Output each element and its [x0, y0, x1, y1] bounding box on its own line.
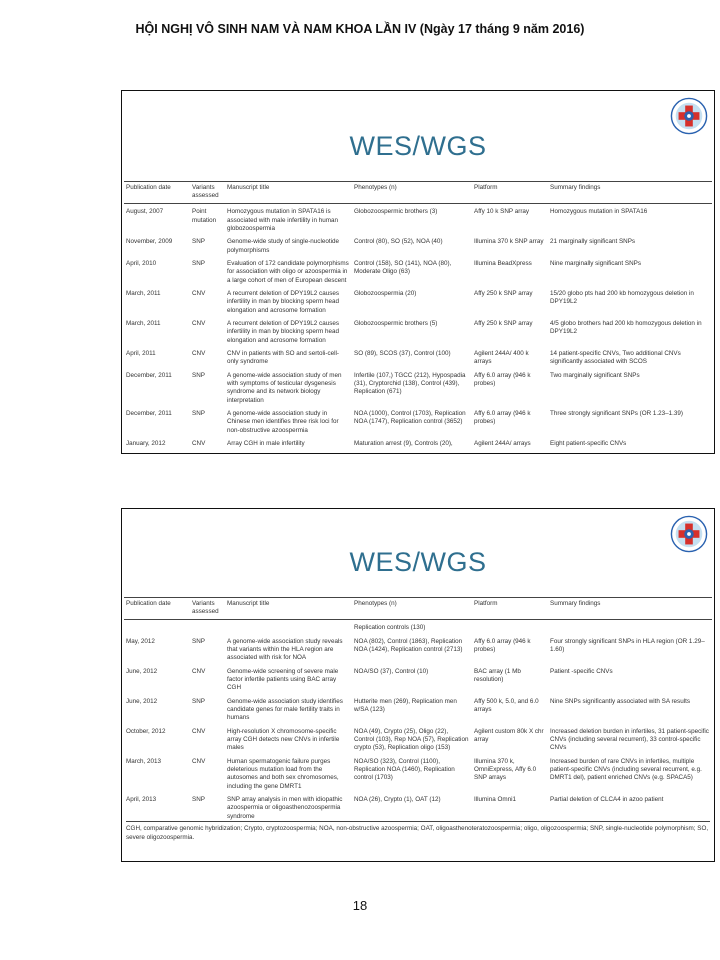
cell-date: October, 2012 [126, 728, 166, 736]
cell-title: High-resolution X chromosome-specific array CGH detects new CNVs in infertile males [227, 728, 340, 752]
cell-phenotypes: Globozoospermic brothers (3) [354, 208, 438, 216]
studies-table [124, 181, 712, 450]
cell-phenotypes: NOA (1000), Control (1703), Replication NOA (1747), Replication control (3652) [354, 410, 466, 426]
cell-variant: CNV [192, 290, 206, 298]
cell-variant: CNV [192, 320, 206, 328]
cell-date: April, 2013 [126, 796, 157, 804]
cell-date [124, 620, 190, 634]
cell-phenotypes: NOA (802), Control (1863), Replication NOA (1424), Replication control (2713) [354, 638, 463, 654]
cell-date: March, 2011 [126, 290, 161, 298]
cell-summary: 4/5 globo brothers had 200 kb homozygous deletion in DPY19L2 [550, 320, 702, 336]
cell-variant: SNP [192, 698, 205, 706]
cell-summary: Increased deletion burden in infertiles, 31 patient-specific CNVs (including several recurrent), 33 control-specific CNVs [550, 728, 709, 752]
table-row [124, 406, 712, 436]
cell-phenotypes: Maturation arrest (9), Controls (20), [354, 440, 453, 448]
cell-summary: Partial deletion of CLCA4 in azoo patient [550, 796, 664, 804]
cell-phenotypes: Control (158), SO (141), NOA (80), Moderate Oligo (63) [354, 260, 452, 276]
page-header: HỘI NGHỊ VÔ SINH NAM VÀ NAM KHOA LẦN IV (Ngày 17 tháng 9 năm 2016) [135, 22, 585, 36]
cell-platform: Illumina 370 k SNP array [474, 238, 544, 246]
slide-2 [121, 508, 715, 862]
cell-date: March, 2011 [126, 320, 161, 328]
cell-summary: Nine marginally significant SNPs [550, 260, 641, 268]
cell-date: June, 2012 [126, 698, 158, 706]
table-row [124, 316, 712, 346]
cell-summary: Nine SNPs significantly associated with SA results [550, 698, 690, 706]
cell-variant: SNP [192, 638, 205, 646]
table-row [124, 346, 712, 368]
studies-table [124, 597, 712, 822]
cell-phenotypes: NOA (26), Crypto (1), OAT (12) [354, 796, 441, 804]
cell-platform: BAC array (1 Mb resolution) [474, 668, 521, 684]
cell-phenotypes: Globozoospermic brothers (5) [354, 320, 438, 328]
col-header-date: Publication date [124, 598, 190, 620]
cell-title: SNP array analysis in men with idiopathic azoospermia or oligoasthenozoospermia syndrome [227, 796, 343, 820]
cell-summary: 15/20 globo pts had 200 kb homozygous deletion in DPY19L2 [550, 290, 694, 306]
cell-title [225, 620, 352, 634]
cell-summary: 21 marginally significant SNPs [550, 238, 636, 246]
cell-platform: Affy 10 k SNP array [474, 208, 530, 216]
cell-title: A genome-wide association study reveals that variants within the HLA region are associated with risk for NOA [227, 638, 343, 662]
table-row [124, 436, 712, 450]
col-header-variants: Variants assessed [190, 598, 225, 620]
cell-variant: SNP [192, 238, 205, 246]
cell-platform: Illumina BeadXpress [474, 260, 532, 268]
table-header-row [124, 598, 712, 620]
cell-platform: Illumina 370 k, OmniExpress, Affy 6.0 SNP arrays [474, 758, 537, 782]
table-row [124, 286, 712, 316]
cell-variant: CNV [192, 668, 206, 676]
cell-title: Human spermatogenic failure purges deleterious mutation load from the autosomes and both sex chromosomes, including the gene DMRT1 [227, 758, 339, 790]
cell-summary: Three strongly significant SNPs (OR 1.23–1.39) [550, 410, 683, 418]
table-footnote: CGH, comparative genomic hybridization; Crypto, cryptozoospermia; NOA, non-obstructive azoospermia; OAT, oligoasthenoteratozoospermia; oligo, oligozoospermia; SNP, single-nucleotide polymorphism; SO, severe oligozoospermia. [126, 821, 710, 843]
table-row [124, 694, 712, 724]
slide-1 [121, 90, 715, 454]
table-row [124, 620, 712, 634]
cell-variant: CNV [192, 758, 206, 766]
cell-title: A genome-wide association study of men with symptoms of testicular dysgenesis syndrome and its network biology interpretation [227, 372, 342, 404]
col-header-title: Manuscript title [225, 598, 352, 620]
table-row [124, 634, 712, 664]
table-header-row [124, 182, 712, 204]
table-row [124, 256, 712, 286]
cell-platform: Affy 250 k SNP array [474, 320, 533, 328]
cell-summary: Two marginally significant SNPs [550, 372, 640, 380]
cell-date: December, 2011 [126, 410, 172, 418]
cell-date: January, 2012 [126, 440, 166, 448]
col-header-date: Publication date [124, 182, 190, 204]
cell-platform: Agilent 244A/ 400 k arrays [474, 350, 529, 366]
cell-title: Evaluation of 172 candidate polymorphisms for association with oligo or azoospermia in a large cohort of men of European descent [227, 260, 349, 284]
col-header-phenotypes: Phenotypes (n) [352, 598, 472, 620]
cell-date: May, 2012 [126, 638, 155, 646]
cell-platform: Agilent 244A/ arrays [474, 440, 531, 448]
cell-date: November, 2009 [126, 238, 173, 246]
cell-variant: SNP [192, 372, 205, 380]
col-header-summary: Summary findings [548, 598, 712, 620]
cell-variant: SNP [192, 260, 205, 268]
cell-variant: SNP [192, 796, 205, 804]
table-row [124, 754, 712, 792]
cell-title: A genome-wide association study in Chinese men identifies three risk loci for non-obstructive azoospermia [227, 410, 339, 434]
cell-variant: CNV [192, 440, 206, 448]
col-header-platform: Platform [472, 598, 548, 620]
cell-phenotypes: Hutterite men (269), Replication men w/SA (123) [354, 698, 457, 714]
cell-title: CNV in patients with SO and sertoli-cell-only syndrome [227, 350, 339, 366]
slide-title: WES/WGS [349, 131, 487, 161]
society-logo-icon [670, 97, 708, 135]
table-row [124, 204, 712, 235]
cell-variant: CNV [192, 728, 206, 736]
cell-date: June, 2012 [126, 668, 158, 676]
cell-variant [190, 620, 225, 634]
cell-summary: Patient -specific CNVs [550, 668, 613, 676]
col-header-platform: Platform [472, 182, 548, 204]
cell-summary: Homozygous mutation in SPATA16 [550, 208, 648, 216]
col-header-summary: Summary findings [548, 182, 712, 204]
cell-title: Array CGH in male infertility [227, 440, 305, 448]
cell-title: Genome-wide screening of severe male factor infertile patients using BAC array CGH [227, 668, 339, 692]
cell-title: Genome-wide association study identifies candidate genes for male fertility traits in humans [227, 698, 343, 722]
slide-title: WES/WGS [349, 547, 487, 577]
cell-phenotypes: Replication controls (130) [354, 624, 426, 632]
table-row [124, 664, 712, 694]
cell-platform: Agilent custom 80k X chr array [474, 728, 544, 744]
cell-platform: Affy 500 k, 5.0, and 6.0 arrays [474, 698, 539, 714]
col-header-phenotypes: Phenotypes (n) [352, 182, 472, 204]
cell-title: A recurrent deletion of DPY19L2 causes infertility in man by blocking sperm head elongation and acrosome formation [227, 290, 340, 314]
cell-platform [472, 620, 548, 634]
cell-phenotypes: Infertile (107,) TGCC (212), Hypospadia (31), Cryptorchid (138), Control (439), Replication (671) [354, 372, 466, 396]
cell-platform: Affy 6.0 array (946 k probes) [474, 372, 531, 388]
cell-date: August, 2007 [126, 208, 164, 216]
cell-phenotypes: NOA/SO (323), Control (1100), Replication NOA (1460), Replication control (1703) [354, 758, 455, 782]
col-header-title: Manuscript title [225, 182, 352, 204]
cell-summary: Increased burden of rare CNVs in infertiles, multiple patient-specific CNVs (including several recurrent, e.g. DMRT1 del), patient enriched CNVs (e.g. SPACA5) [550, 758, 702, 782]
cell-title: Homozygous mutation in SPATA16 is associated with male infertility in human globozoospermia [227, 208, 338, 232]
cell-platform: Illumina Omni1 [474, 796, 516, 804]
table-row [124, 234, 712, 256]
page-number: 18 [352, 898, 368, 913]
cell-date: March, 2013 [126, 758, 162, 766]
cell-title: A recurrent deletion of DPY19L2 causes infertility in man by blocking sperm head elongation and acrosome formation [227, 320, 340, 344]
col-header-variants: Variants assessed [190, 182, 225, 204]
cell-phenotypes: NOA/SO (37), Control (10) [354, 668, 429, 676]
cell-date: December, 2011 [126, 372, 172, 380]
cell-date: April, 2011 [126, 350, 156, 358]
cell-title: Genome-wide study of single-nucleotide polymorphisms [227, 238, 340, 254]
cell-phenotypes: Control (80), SO (52), NOA (40) [354, 238, 443, 246]
cell-variant: SNP [192, 410, 205, 418]
cell-date: April, 2010 [126, 260, 157, 268]
cell-phenotypes: Globozoospermia (20) [354, 290, 417, 298]
cell-variant: CNV [192, 350, 206, 358]
cell-platform: Affy 250 k SNP array [474, 290, 533, 298]
cell-phenotypes: SO (89), SCOS (37), Control (100) [354, 350, 451, 358]
cell-platform: Affy 6.0 array (946 k probes) [474, 638, 531, 654]
cell-summary: Eight patient-specific CNVs [550, 440, 627, 448]
cell-platform: Affy 6.0 array (946 k probes) [474, 410, 531, 426]
cell-summary: Four strongly significant SNPs in HLA region (OR 1.29–1.60) [550, 638, 705, 654]
table-row [124, 368, 712, 406]
table-row [124, 792, 712, 822]
cell-summary [548, 620, 712, 634]
table-row [124, 724, 712, 754]
cell-summary: 14 patient-specific CNVs, Two additional CNVs significantly associated with SCOS [550, 350, 681, 366]
cell-phenotypes: NOA (49), Crypto (25), Oligo (22), Control (103), Rep NOA (57), Replication crypto (53), Replication oligo (153) [354, 728, 469, 752]
cell-variant: Point mutation [192, 208, 217, 224]
